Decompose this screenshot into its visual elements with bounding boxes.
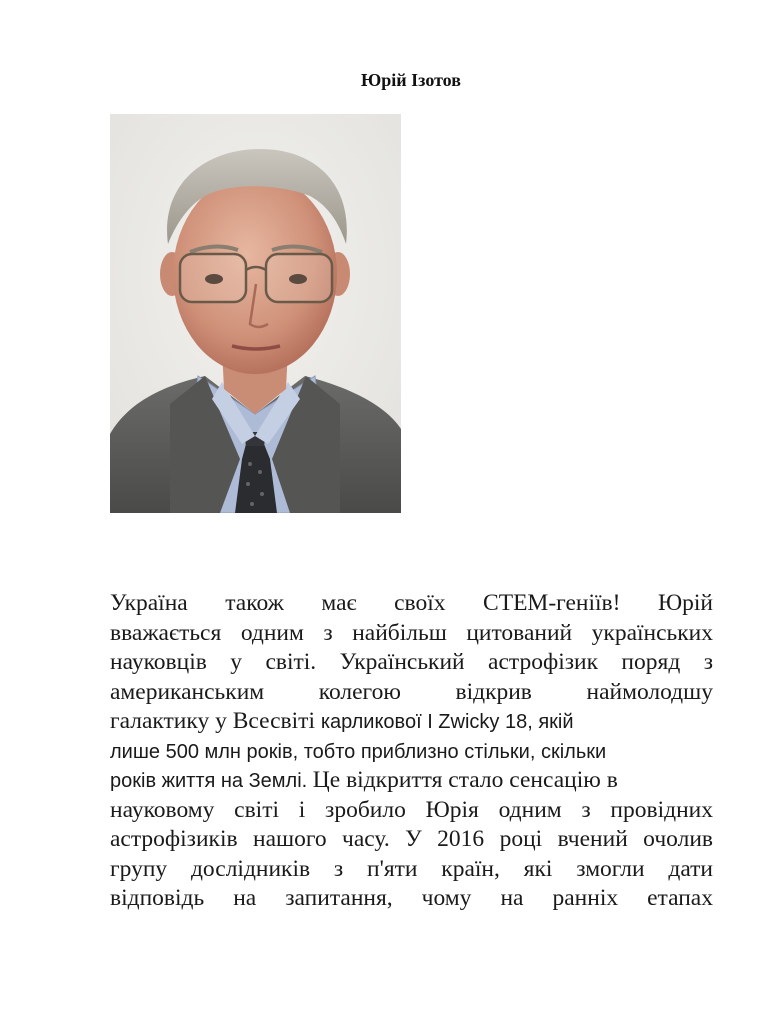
paragraph-line: науковому світі і зробило Юрія одним з провідних: [110, 796, 713, 823]
paragraph-line: років життя на Землі. Це відкриття стало сенсацію в: [110, 767, 618, 793]
article-paragraph: [110, 589, 713, 914]
paragraph-line: американським колегою відкрив наймолодшу: [110, 678, 713, 705]
portrait-photo: [110, 114, 401, 513]
page-title: Юрій Ізотов: [361, 70, 461, 90]
paragraph-line: галактику у Всесвіті карликової I Zwicky 18, якій: [110, 708, 574, 734]
paragraph-line: групу дослідників з п'яти країн, які змогли дати: [110, 855, 713, 882]
paragraph-line: лише 500 млн років, тобто приблизно стільки, скільки: [110, 740, 607, 763]
paragraph-line: астрофізиків нашого часу. У 2016 році вчений очолив: [110, 826, 713, 852]
paragraph-line: вважається одним з найбільш цитований українських: [110, 619, 713, 646]
paragraph-line: науковців у світі. Український астрофізик поряд з: [110, 649, 713, 675]
paragraph-line: відповідь на запитання, чому на ранніх етапах: [110, 885, 713, 911]
portrait-image: [110, 114, 401, 513]
paragraph-line: Україна також має своїх СТЕМ-геніїв! Юрій: [110, 590, 713, 616]
